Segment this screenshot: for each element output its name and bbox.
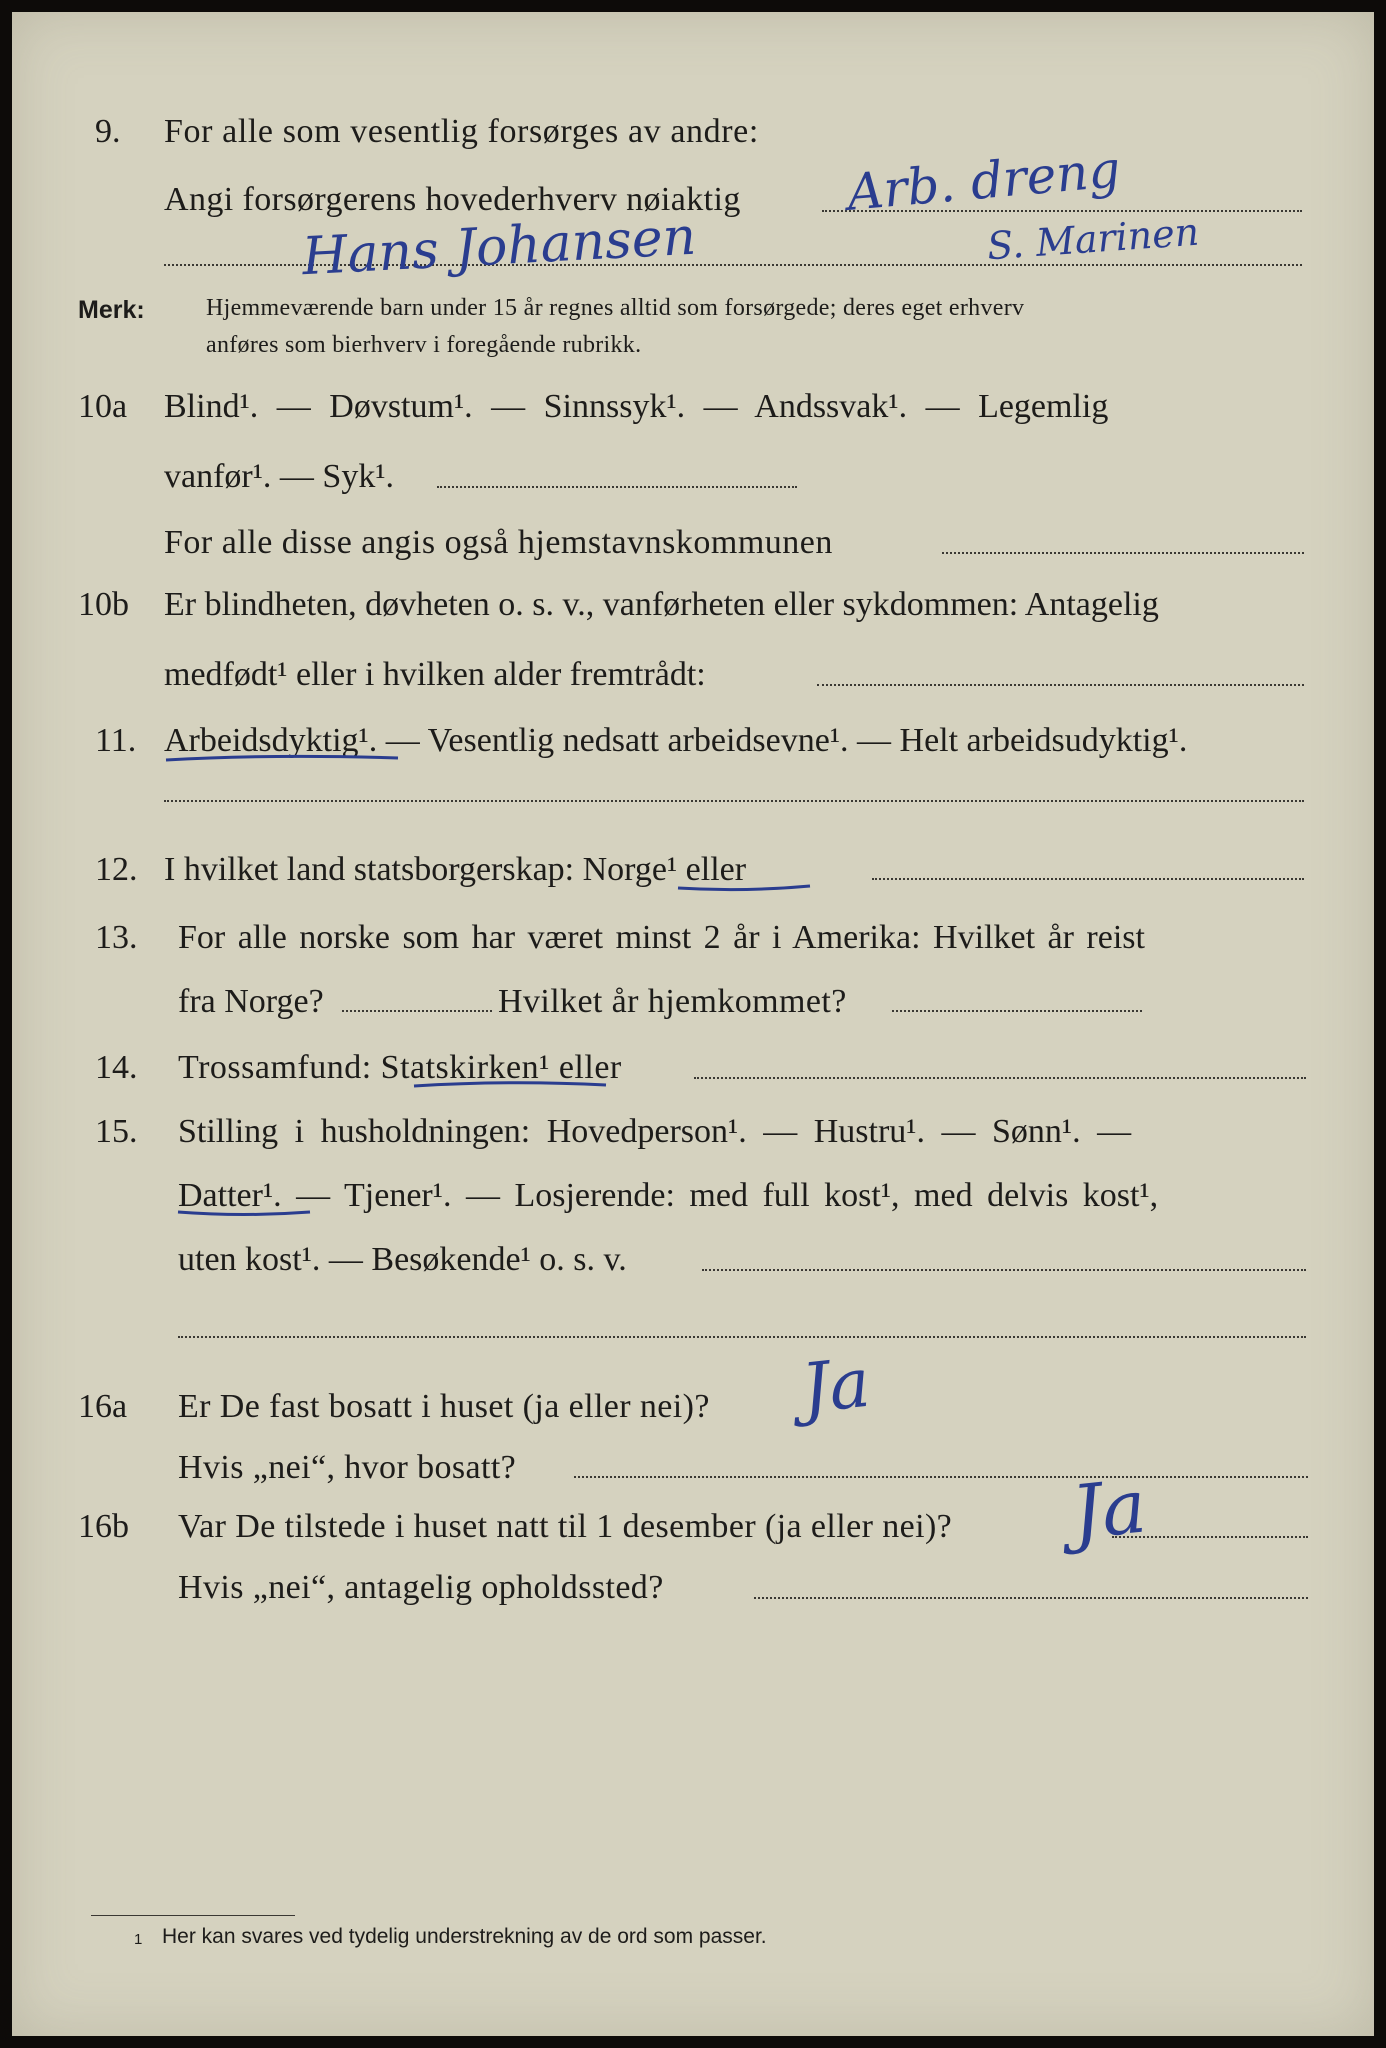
handwritten-answer-16a: Ja	[798, 1343, 874, 1430]
question-16b-line1: Var De tilstede i huset natt til 1 desember (ja eller nei)?	[178, 1508, 953, 1545]
note-line2: anføres som bierhverv i foregående rubrikk.	[206, 332, 642, 358]
answer-line-16a	[574, 1476, 1308, 1478]
question-16a-line2: Hvis „nei“, hvor bosatt?	[178, 1449, 517, 1486]
handwritten-answer-16b: Ja	[1067, 1463, 1151, 1557]
question-number-10a: 10a	[78, 388, 128, 425]
note-label: Merk:	[78, 296, 145, 324]
answer-line-13b	[892, 1010, 1142, 1012]
note-line1: Hjemmeværende barn under 15 år regnes alltid som forsørgede; deres eget erhverv	[206, 295, 1025, 321]
answer-line-14	[694, 1077, 1306, 1079]
answer-line-11	[164, 800, 1304, 802]
question-14-line1: Trossamfund: Statskirken¹ eller	[178, 1049, 622, 1086]
question-number-16b: 16b	[78, 1508, 129, 1545]
question-number-14: 14.	[95, 1049, 138, 1086]
handwritten-provider-note: S. Marinen	[985, 209, 1201, 269]
footnote-mark: 1	[134, 1931, 143, 1948]
answer-line-15b	[178, 1336, 1306, 1338]
question-number-10b: 10b	[78, 586, 129, 623]
question-9-line1: For alle som vesentlig forsørges av andre:	[164, 113, 759, 150]
footnote-text: Her kan svares ved tydelig understrekning av de ord som passer.	[162, 1925, 767, 1948]
answer-line-13a	[342, 1010, 492, 1012]
underline-arbeidsdyktig	[162, 748, 402, 768]
answer-line-10b	[817, 684, 1304, 686]
question-15-line1: Stilling i husholdningen: Hovedperson¹. — Hustru¹. — Sønn¹. —	[178, 1113, 1132, 1150]
census-form-page	[12, 12, 1374, 2036]
question-13-line2a: fra Norge?	[178, 983, 324, 1020]
answer-line-12	[872, 878, 1304, 880]
question-9-line2: Angi forsørgerens hovederhverv nøiaktig	[164, 181, 741, 218]
question-10a-line2: vanfør¹. — Syk¹.	[164, 458, 395, 495]
question-15-line2: Datter¹. — Tjener¹. — Losjerende: med full kost¹, med delvis kost¹,	[178, 1177, 1159, 1214]
question-10a-line3: For alle disse angis også hjemstavnskommunen	[164, 524, 833, 561]
question-16a-line1: Er De fast bosatt i huset (ja eller nei)?	[178, 1388, 710, 1425]
question-15-line3: uten kost¹. — Besøkende¹ o. s. v.	[178, 1241, 627, 1278]
question-12-line1: I hvilket land statsborgerskap: Norge¹ eller	[164, 851, 747, 888]
answer-line-10a-2	[942, 552, 1304, 554]
question-10b-line2: medfødt¹ eller i hvilken alder fremtrådt:	[164, 656, 706, 693]
underline-statskirken	[410, 1074, 610, 1094]
question-number-11: 11.	[95, 722, 137, 759]
footnote-rule	[91, 1915, 295, 1916]
question-number-9: 9.	[95, 113, 121, 150]
question-13-line2b: Hvilket år hjemkommet?	[498, 983, 847, 1020]
question-number-13: 13.	[95, 919, 138, 956]
underline-norge	[674, 878, 814, 898]
question-number-15: 15.	[95, 1113, 138, 1150]
question-10b-line1: Er blindheten, døvheten o. s. v., vanførheten eller sykdommen: Antagelig	[164, 586, 1159, 623]
question-10a-line1: Blind¹. — Døvstum¹. — Sinnssyk¹. — Andssvak¹. — Legemlig	[164, 388, 1109, 425]
handwritten-occupation: Arb. dreng	[844, 140, 1123, 222]
answer-line-10a-1	[437, 486, 797, 488]
question-number-12: 12.	[95, 851, 138, 888]
answer-line-15a	[702, 1269, 1306, 1271]
question-number-16a: 16a	[78, 1388, 128, 1425]
answer-line-16b-2	[754, 1597, 1308, 1599]
question-13-line1: For alle norske som har været minst 2 år i Amerika: Hvilket år reist	[178, 919, 1145, 956]
underline-datter	[174, 1203, 314, 1223]
question-16b-line2: Hvis „nei“, antagelig opholdssted?	[178, 1569, 664, 1606]
question-11-line1: Arbeidsdyktig¹. — Vesentlig nedsatt arbeidsevne¹. — Helt arbeidsudyktig¹.	[164, 722, 1188, 759]
handwritten-provider-name: Hans Johansen	[300, 206, 698, 288]
